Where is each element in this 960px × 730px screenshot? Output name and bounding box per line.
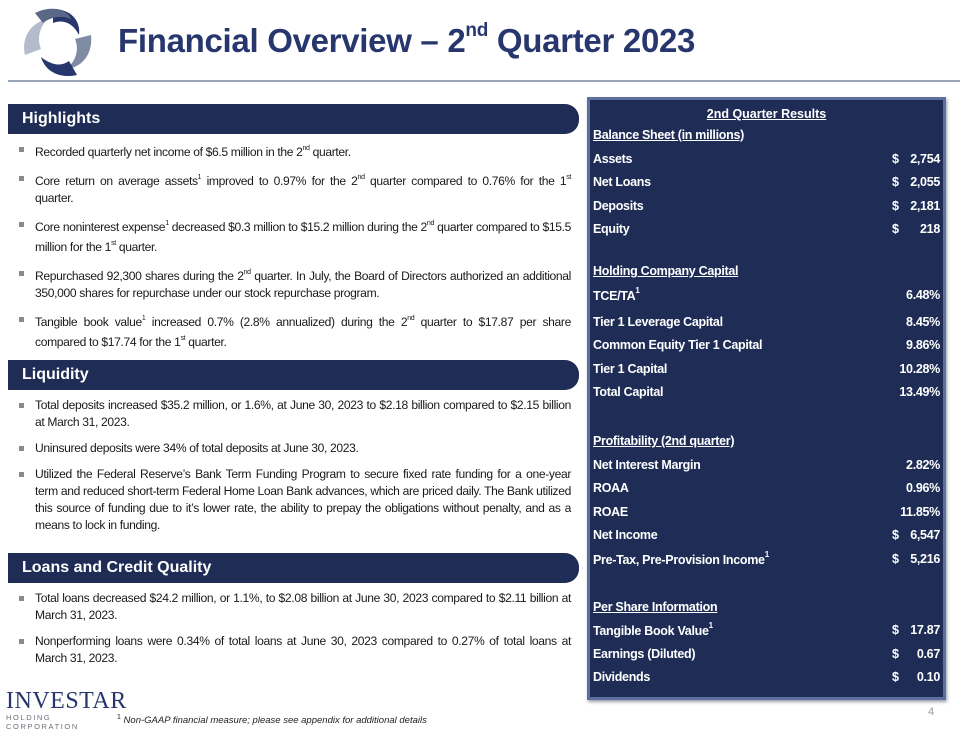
- bullet-item: Core noninterest expense$^1$ decreased $0.3 million to $15.2 million during the 2nd quarter compared to $15.5 million for the 1st quarter.: [18, 216, 571, 256]
- results-row-label: Pre-Tax, Pre-Provision Income$^1$: [593, 550, 769, 568]
- results-section-heading: [590, 264, 943, 282]
- results-row-label: Tier 1 Capital: [593, 362, 668, 376]
- results-row-label: ROAA: [593, 481, 629, 495]
- results-row-value: 2,181: [910, 199, 940, 213]
- results-row-label: Net Interest Margin: [593, 458, 701, 472]
- results-row-label: Net Income: [593, 528, 658, 542]
- results-row-value: 8.45%: [906, 315, 940, 329]
- bullet-item: Total deposits increased $35.2 million, or 1.6%, at June 30, 2023 to $2.18 billion compared to $2.15 billion at March 31, 2023.: [18, 397, 571, 431]
- results-row-value: 2,055: [910, 175, 940, 189]
- bullet-item: Utilized the Federal Reserve’s Bank Term Funding Program to secure fixed rate funding for a one-year term and reduced short-term Federal Home Loan Bank advances, which are priced daily. The Bank utilized this source of funding due to it’s lower rate, the ability to prepay the obligations without penalty, and as a means to lock in funding.: [18, 466, 571, 534]
- results-row-label: Equity: [593, 222, 630, 236]
- results-row-value: 6,547: [910, 528, 940, 542]
- loans-credit-header: Loans and Credit Quality: [8, 553, 579, 583]
- results-row: [590, 528, 943, 546]
- results-row: [590, 481, 943, 499]
- results-row-label: Profitability (2nd quarter): [593, 434, 735, 448]
- highlights-header: Highlights: [8, 104, 579, 134]
- results-row-value: 17.87: [910, 623, 940, 637]
- results-row-label: Holding Company Capital: [593, 264, 739, 278]
- investar-star-logo-icon: [10, 6, 108, 80]
- results-section-heading: [590, 128, 943, 146]
- results-row-label: Earnings (Diluted): [593, 647, 696, 661]
- results-row-label: Assets: [593, 152, 633, 166]
- page-title: Financial Overview – 2nd Quarter 2023: [118, 20, 696, 59]
- results-row-value: 2.82%: [906, 458, 940, 472]
- results-row: [590, 552, 943, 570]
- results-row-currency: $: [892, 152, 899, 166]
- results-row: [590, 647, 943, 665]
- results-row-value: 218: [920, 222, 940, 236]
- results-row: [590, 315, 943, 333]
- bullet-item: Total loans decreased $24.2 million, or 1.1%, to $2.08 billion at June 30, 2023 compared to $2.11 billion at March 31, 2023.: [18, 590, 571, 624]
- results-row-label: Balance Sheet (in millions): [593, 128, 744, 142]
- results-row-value: 9.86%: [906, 338, 940, 352]
- results-row: [590, 288, 943, 306]
- results-row: [590, 199, 943, 217]
- results-row-label: TCE/$TA^1$: [593, 286, 640, 304]
- logo-word: INVESTAR: [6, 688, 127, 714]
- results-row-value: 10.28%: [899, 362, 940, 376]
- title-divider: [8, 80, 960, 82]
- bullet-item: Uninsured deposits were 34% of total deposits at June 30, 2023.: [18, 440, 571, 457]
- results-row: [590, 458, 943, 476]
- results-row-currency: $: [892, 199, 899, 213]
- results-row: [590, 623, 943, 641]
- liquidity-list: [18, 397, 571, 543]
- results-row-label: ROAE: [593, 505, 628, 519]
- results-row-label: Tier 1 Leverage Capital: [593, 315, 723, 329]
- results-row-currency: $: [892, 552, 899, 566]
- results-row: [590, 505, 943, 523]
- bullet-item: Core return on average assets$^1$ improved to 0.97% for the 2nd quarter compared to 0.76% for the 1st quarter.: [18, 170, 571, 207]
- quarter-results-panel: [587, 97, 946, 700]
- results-row-value: 11.85%: [900, 505, 940, 519]
- results-row-label: Deposits: [593, 199, 644, 213]
- results-row-label: Net Loans: [593, 175, 651, 189]
- bullet-item: Recorded quarterly net income of $6.5 million in the 2nd quarter.: [18, 141, 571, 161]
- highlights-list: [18, 141, 571, 360]
- results-row-currency: $: [892, 528, 899, 542]
- results-title: 2nd Quarter Results: [706, 107, 827, 121]
- results-row-label: Total Capital: [593, 385, 664, 399]
- results-section-heading: [590, 434, 943, 452]
- loans-credit-list: [18, 590, 571, 676]
- results-row-currency: $: [892, 175, 899, 189]
- results-section-heading: [590, 600, 943, 618]
- results-row-value: 5,216: [910, 552, 940, 566]
- results-row-label: Dividends: [593, 670, 651, 684]
- results-row-value: 0.67: [916, 647, 940, 661]
- liquidity-header: Liquidity: [8, 360, 579, 390]
- results-row-label: Per Share Information: [593, 600, 718, 614]
- results-row: [590, 175, 943, 193]
- results-row-currency: $: [892, 623, 899, 637]
- results-row-value: 0.96%: [906, 481, 940, 495]
- results-row: [590, 362, 943, 380]
- footnote: $^1$ Non-GAAP financial measure; please see appendix for additional details: [117, 714, 427, 727]
- bullet-item: Nonperforming loans were 0.34% of total loans at June 30, 2023 compared to 0.27% of total loans at March 31, 2023.: [18, 633, 571, 667]
- bullet-item: Tangible book value$^1$ increased 0.7% (2.8% annualized) during the 2nd quarter to $17.87 per share compared to $17.74 for the 1st quarter.: [18, 311, 571, 351]
- results-row: [590, 338, 943, 356]
- results-row-label: Common Equity Tier 1 Capital: [593, 338, 763, 352]
- results-row: [590, 385, 943, 403]
- results-row-value: 6.48%: [906, 288, 940, 302]
- logo-subtitle: HOLDING CORPORATION: [6, 713, 79, 730]
- results-row: [590, 222, 943, 240]
- results-row-currency: $: [892, 222, 899, 236]
- investar-wordmark-logo: [6, 688, 127, 730]
- results-row-label: Tangible Book Value$^1$: [593, 621, 713, 639]
- results-row-currency: $: [892, 670, 899, 684]
- page-number: 4: [928, 706, 935, 718]
- results-row-value: 2,754: [910, 152, 940, 166]
- results-row: [590, 152, 943, 170]
- results-row: [590, 670, 943, 688]
- bullet-item: Repurchased 92,300 shares during the 2nd quarter. In July, the Board of Directors authorized an additional 350,000 shares for repurchase under our stock repurchase program.: [18, 265, 571, 302]
- results-row-value: 0.10: [916, 670, 940, 684]
- results-row-currency: $: [892, 647, 899, 661]
- results-row-value: 13.49%: [899, 385, 940, 399]
